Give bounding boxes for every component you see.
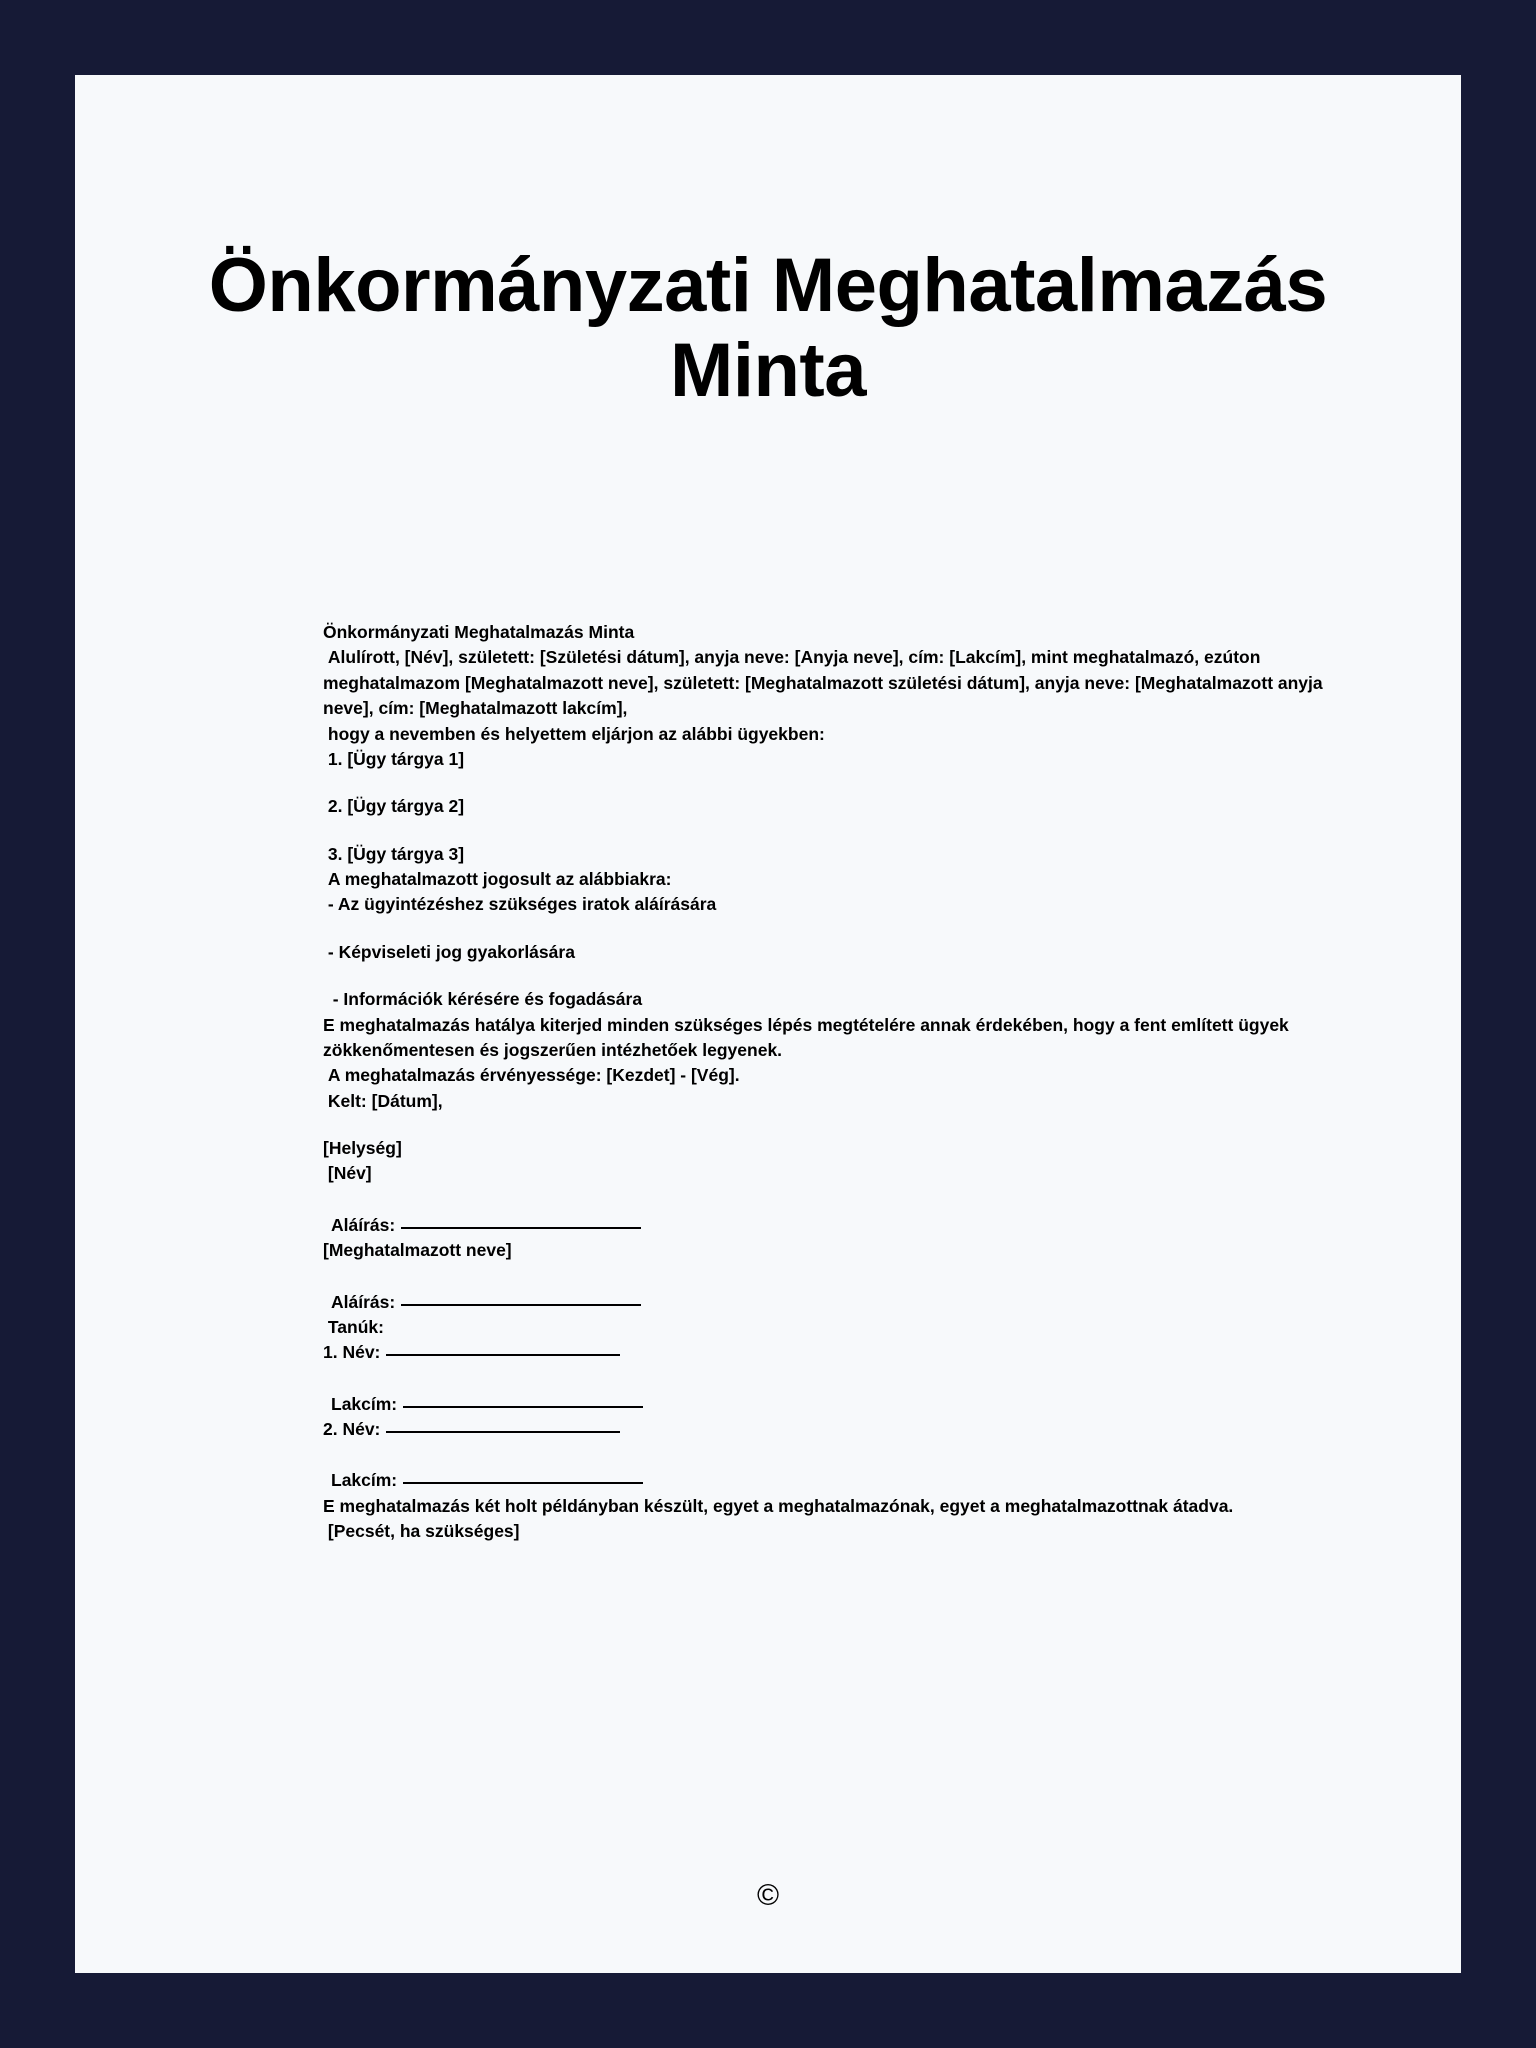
paragraph-place: [Helység] <box>323 1138 402 1158</box>
spacer <box>323 1264 1323 1290</box>
document-page <box>75 75 1461 1973</box>
spacer <box>323 772 1323 794</box>
signature-label-2: Aláírás: <box>331 1291 396 1312</box>
paragraph-intro: Alulírott, [Név], született: [Születési dátum], anyja neve: [Anyja neve], cím: [Lakcím], mint meghatalmazó, ezúton meghatalmazom [Meghatalmazott neve], született: [Meghatalmazott születési dátum], anyja neve: [Meghatalmazott anyja neve], cím: [Meghatalmazott lakcím], <box>323 647 1328 719</box>
right-item-1: - Az ügyintézéshez szükséges iratok aláírására <box>323 894 717 915</box>
document-body <box>323 620 1328 1545</box>
grantee-name: [Meghatalmazott neve] <box>323 1240 512 1261</box>
page-title: Önkormányzati Meghatalmazás Minta <box>208 243 1328 414</box>
witness-1-address-line <box>323 1392 1323 1417</box>
right-item-3: - Információk kérésére és fogadására <box>323 989 643 1010</box>
witness-header: Tanúk: <box>323 1316 384 1337</box>
document-heading-inline: Önkormányzati Meghatalmazás Minta <box>323 622 635 642</box>
signature-line-1 <box>323 1213 1323 1238</box>
spacer <box>323 820 1323 842</box>
spacer <box>323 1366 1323 1392</box>
spacer <box>323 1442 1323 1468</box>
spacer <box>323 918 1323 940</box>
witness-1-address-rule[interactable] <box>403 1405 643 1408</box>
witness-2-name-label: 2. Név: <box>323 1419 381 1439</box>
paragraph-acting: hogy a nevemben és helyettem eljárjon az alábbi ügyekben: <box>323 723 825 744</box>
witness-2-address-rule[interactable] <box>403 1481 643 1484</box>
paragraph-closing: E meghatalmazás két holt példányban készült, egyet a meghatalmazónak, egyet a meghatalmazottnak átadva. <box>323 1495 1234 1516</box>
witness-2-name-rule[interactable] <box>386 1430 620 1433</box>
paragraph-validity: A meghatalmazás érvényessége: [Kezdet] - [Vég]. <box>323 1065 740 1086</box>
case-item-2: 2. [Ügy tárgya 2] <box>323 796 465 817</box>
paragraph-name: [Név] <box>323 1163 372 1184</box>
witness-2-address-label: Lakcím: <box>331 1470 398 1491</box>
paragraph-scope: E meghatalmazás hatálya kiterjed minden szükséges lépés megtételére annak érdekében, hogy a fent említett ügyek zökkenőmentesen és jogszerűen intézhetőek legyenek. <box>323 1014 1294 1060</box>
signature-rule-2[interactable] <box>401 1303 641 1306</box>
witness-1-name-rule[interactable] <box>386 1353 620 1356</box>
spacer <box>323 965 1323 987</box>
witness-1-address-label: Lakcím: <box>331 1393 398 1414</box>
witness-1-name-label: 1. Név: <box>323 1342 381 1363</box>
case-item-1: 1. [Ügy tárgya 1] <box>323 748 465 769</box>
witness-2-address-line <box>323 1468 1323 1493</box>
case-item-3: 3. [Ügy tárgya 3] <box>323 843 465 864</box>
signature-rule-1[interactable] <box>401 1226 641 1229</box>
copyright-icon: © <box>756 1879 780 1912</box>
spacer <box>323 1187 1323 1213</box>
witness-1-name-line <box>323 1340 1323 1365</box>
signature-line-2 <box>323 1290 1323 1315</box>
signature-label-1: Aláírás: <box>331 1214 396 1235</box>
paragraph-rights-intro: A meghatalmazott jogosult az alábbiakra: <box>323 869 672 889</box>
right-item-2: - Képviseleti jog gyakorlására <box>323 941 575 962</box>
spacer <box>323 1114 1323 1136</box>
witness-2-name-line <box>323 1417 1323 1442</box>
paragraph-seal: [Pecsét, ha szükséges] <box>323 1521 520 1542</box>
paragraph-dated: Kelt: [Dátum], <box>323 1090 443 1111</box>
